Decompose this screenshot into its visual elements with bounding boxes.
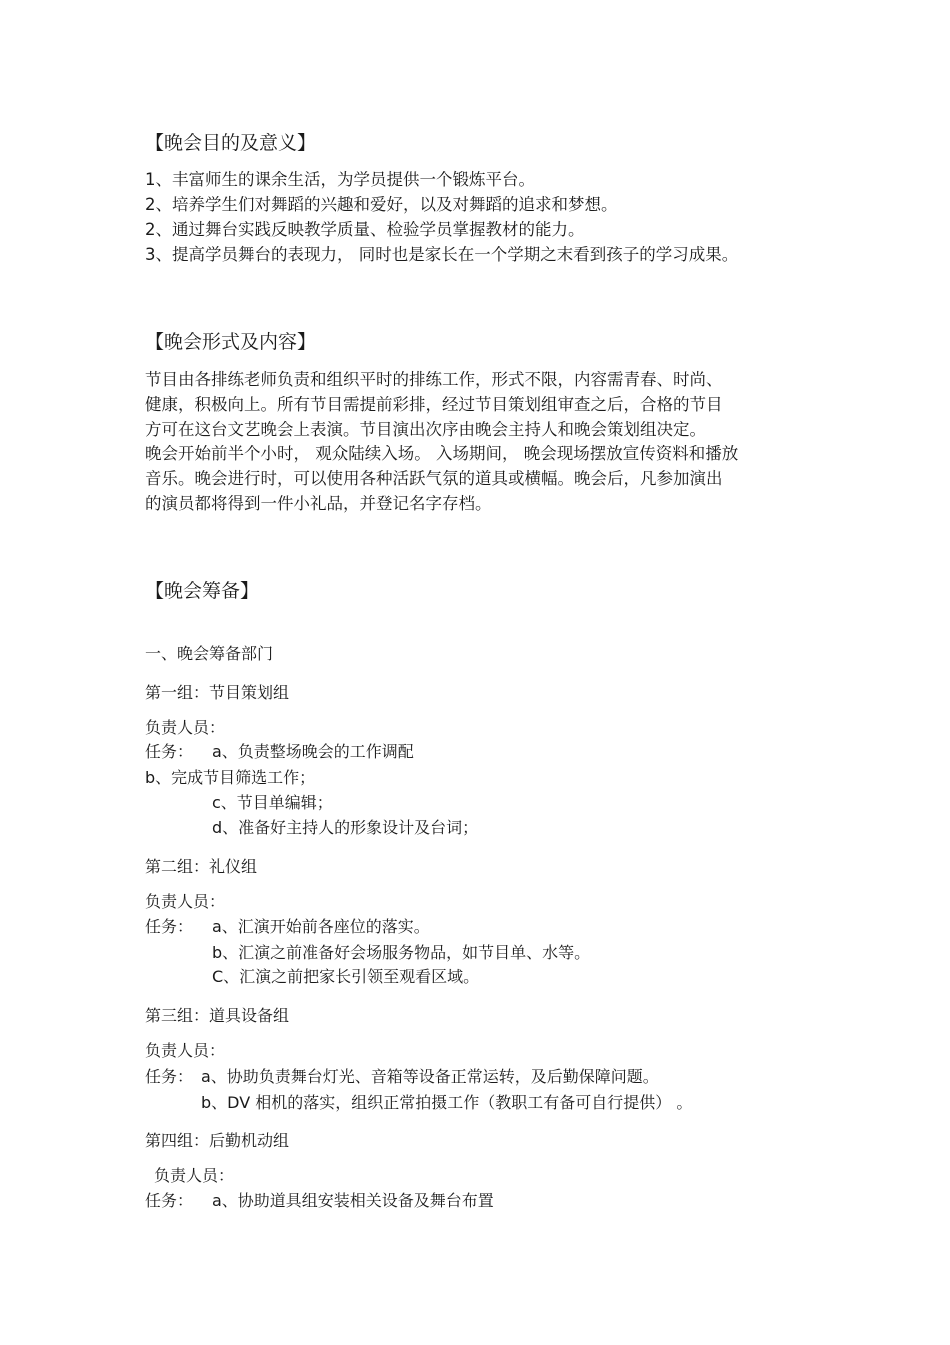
- group2-task: b、汇演之前准备好会场服务物品，如节目单、水等。: [212, 943, 591, 962]
- group2-task-label: 任务：: [145, 917, 194, 936]
- purpose-item: 2、培养学生们对舞蹈的兴趣和爱好，以及对舞蹈的追求和梦想。: [145, 195, 618, 214]
- group2-title: 第二组：礼仪组: [145, 857, 258, 876]
- format-paragraph-line: 音乐。晚会进行时，可以使用各种活跃气氛的道具或横幅。晚会后，凡参加演出: [145, 469, 723, 488]
- group4-staff: 负责人员：: [154, 1166, 235, 1185]
- section-heading-preparation: 【晚会筹备】: [145, 580, 260, 602]
- purpose-item: 1、丰富师生的课余生活，为学员提供一个锻炼平台。: [145, 170, 535, 189]
- group1-task: d、准备好主持人的形象设计及台词；: [212, 818, 479, 837]
- section-heading-purpose: 【晚会目的及意义】: [145, 132, 317, 154]
- format-paragraph-line: 节目由各排练老师负责和组织平时的排练工作，形式不限，内容需青春、时尚、: [145, 370, 723, 389]
- format-paragraph-line: 健康，积极向上。所有节目需提前彩排，经过节目策划组审查之后，合格的节目: [145, 395, 723, 414]
- group4-task-label: 任务：: [145, 1191, 194, 1210]
- group3-task: a、协助负责舞台灯光、音箱等设备正常运转，及后勤保障问题。: [201, 1067, 659, 1086]
- group3-task: b、DV 相机的落实，组织正常拍摄工作（教职工有备可自行提供） 。: [201, 1093, 693, 1112]
- group2-task: C、汇演之前把家长引领至观看区域。: [212, 967, 480, 986]
- group1-task: a、负责整场晚会的工作调配: [212, 742, 414, 761]
- group1-title: 第一组：节目策划组: [145, 683, 290, 702]
- group2-staff: 负责人员：: [145, 892, 226, 911]
- group1-task: c、节目单编辑；: [212, 793, 333, 812]
- group3-task-label: 任务：: [145, 1067, 194, 1086]
- format-paragraph-line: 的演员都将得到一件小礼品，并登记名字存档。: [145, 494, 492, 513]
- subheading-departments: 一、晚会筹备部门: [145, 644, 274, 663]
- section-heading-format: 【晚会形式及内容】: [145, 331, 317, 353]
- group2-task: a、汇演开始前各座位的落实。: [212, 917, 430, 936]
- format-paragraph-line: 晚会开始前半个小时， 观众陆续入场。 入场期间， 晚会现场摆放宣传资料和播放: [145, 444, 739, 463]
- purpose-item: 3、提高学员舞台的表现力， 同时也是家长在一个学期之末看到孩子的学习成果。: [145, 245, 739, 264]
- format-paragraph-line: 方可在这台文艺晚会上表演。节目演出次序由晚会主持人和晚会策划组决定。: [145, 420, 706, 439]
- group1-staff: 负责人员：: [145, 718, 226, 737]
- group1-task-label: 任务：: [145, 742, 194, 761]
- group4-title: 第四组：后勤机动组: [145, 1131, 290, 1150]
- group3-staff: 负责人员：: [145, 1041, 226, 1060]
- purpose-item: 2、通过舞台实践反映教学质量、检验学员掌握教材的能力。: [145, 220, 585, 239]
- group1-task: b、完成节目筛选工作；: [145, 768, 316, 787]
- group3-title: 第三组：道具设备组: [145, 1006, 290, 1025]
- group4-task: a、协助道具组安装相关设备及舞台布置: [212, 1191, 494, 1210]
